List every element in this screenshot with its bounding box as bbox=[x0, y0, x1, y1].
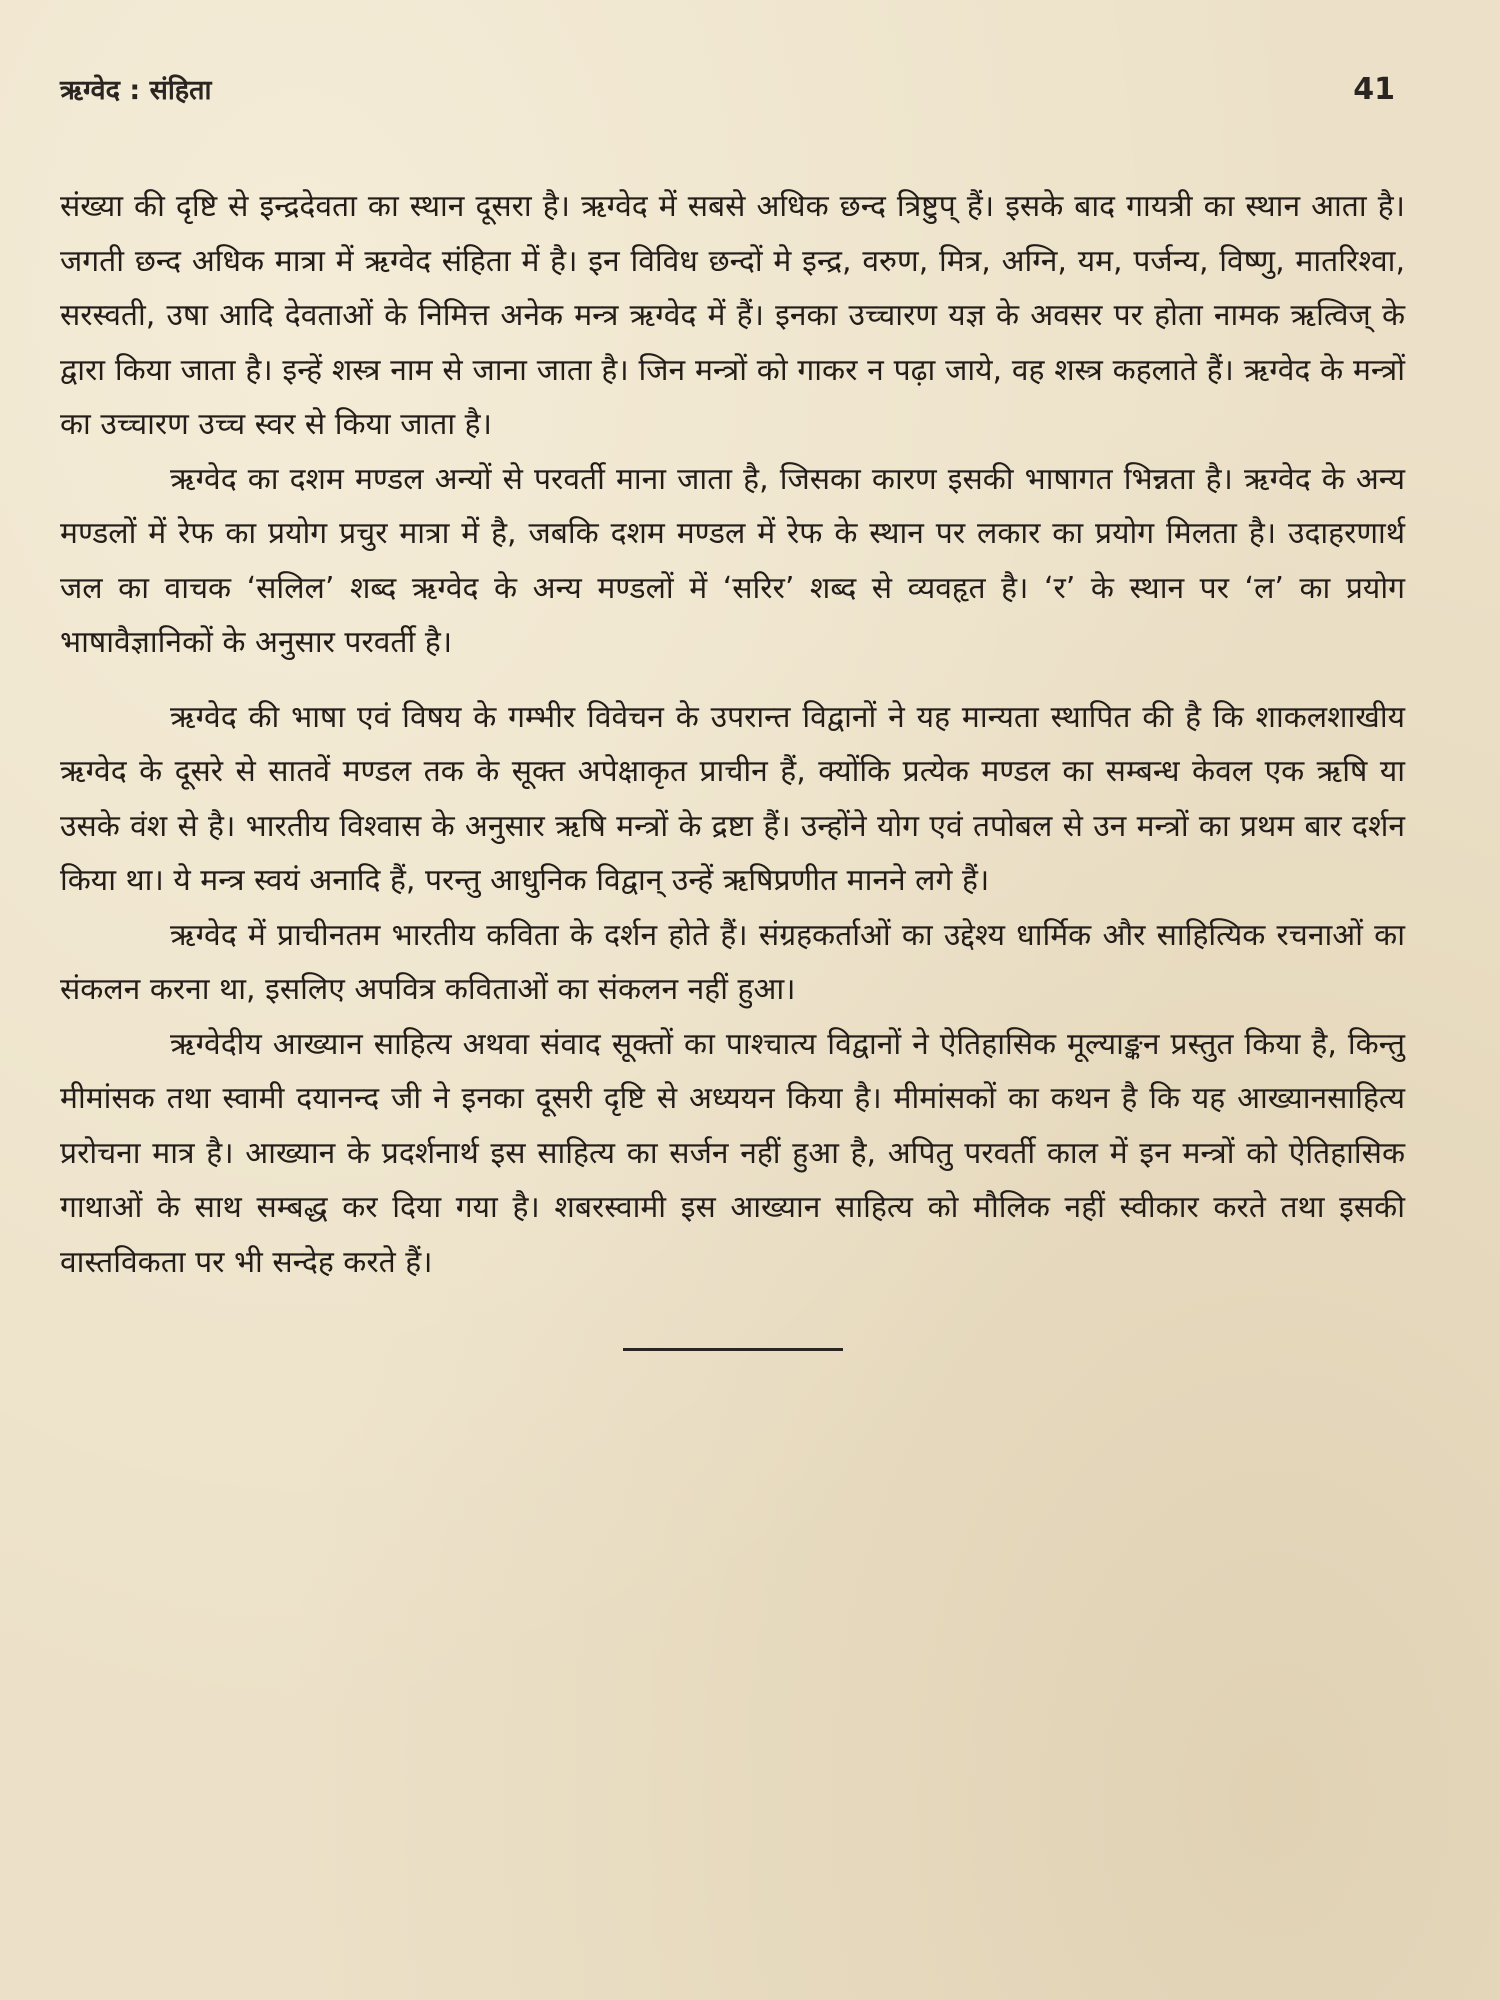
page-number: 41 bbox=[1353, 72, 1395, 107]
section-end-rule bbox=[623, 1348, 843, 1351]
paragraph-2: ऋग्वेद का दशम मण्डल अन्यों से परवर्ती माना जाता है, जिसका कारण इसकी भाषागत भिन्नता है। ऋग्वेद के अन्य मण्डलों में रेफ का प्रयोग प्रचुर मात्रा में है, जबकि दशम मण्डल में रेफ के स्थान पर लकार का प्रयोग मिलता है। उदाहरणार्थ जल का वाचक ‘सलिल’ शब्द ऋग्वेद के अन्य मण्डलों में ‘सरिर’ शब्द से व्यवहृत है। ‘र’ के स्थान पर ‘ल’ का प्रयोग भाषावैज्ञानिकों के अनुसार परवर्ती है। bbox=[60, 461, 1405, 660]
paragraph-4: ऋग्वेद में प्राचीनतम भारतीय कविता के दर्शन होते हैं। संग्रहकर्ताओं का उद्देश्य धार्मिक और साहित्यिक रचनाओं का संकलन करना था, इसलिए अपवित्र कविताओं का संकलन नहीं हुआ। bbox=[60, 917, 1405, 1007]
running-title: ऋग्वेद : संहिता bbox=[60, 75, 212, 106]
paragraph-1: संख्या की दृष्टि से इन्द्रदेवता का स्थान दूसरा है। ऋग्वेद में सबसे अधिक छन्द त्रिष्टुप् हैं। इसके बाद गायत्री का स्थान आता है। जगती छन्द अधिक मात्रा में ऋग्वेद संहिता में है। इन विविध छन्दों मे इन्द्र, वरुण, मित्र, अग्नि, यम, पर्जन्य, विष्णु, मातरिश्वा, सरस्वती, उषा आदि देवताओं के निमित्त अनेक मन्त्र ऋग्वेद में हैं। इनका उच्चारण यज्ञ के अवसर पर होता नामक ऋत्विज् के द्वारा किया जाता है। इन्हें शस्त्र नाम से जाना जाता है। जिन मन्त्रों को गाकर न पढ़ा जाये, वह शस्त्र कहलाते हैं। ऋग्वेद के मन्त्रों का उच्चारण उच्च स्वर से किया जाता है। bbox=[60, 189, 1405, 442]
running-header bbox=[60, 70, 1405, 120]
paragraph-3: ऋग्वेद की भाषा एवं विषय के गम्भीर विवेचन के उपरान्त विद्वानों ने यह मान्यता स्थापित की है कि शाकलशाखीय ऋग्वेद के दूसरे से सातवें मण्डल तक के सूक्त अपेक्षाकृत प्राचीन हैं, क्योंकि प्रत्येक मण्डल का सम्बन्ध केवल एक ऋषि या उसके वंश से है। भारतीय विश्वास के अनुसार ऋषि मन्त्रों के द्रष्टा हैं। उन्होंने योग एवं तपोबल से उन मन्त्रों का प्रथम बार दर्शन किया था। ये मन्त्र स्वयं अनादि हैं, परन्तु आधुनिक विद्वान् उन्हें ऋषिप्रणीत मानने लगे हैं। bbox=[60, 699, 1405, 898]
paragraph-5: ऋग्वेदीय आख्यान साहित्य अथवा संवाद सूक्तों का पाश्चात्य विद्वानों ने ऐतिहासिक मूल्याङ्कन प्रस्तुत किया है, किन्तु मीमांसक तथा स्वामी दयानन्द जी ने इनका दूसरी दृष्टि से अध्ययन किया है। मीमांसकों का कथन है कि यह आख्यानसाहित्य प्ररोचना मात्र है। आख्यान के प्रदर्शनार्थ इस साहित्य का सर्जन नहीं हुआ है, अपितु परवर्ती काल में इन मन्त्रों को ऐतिहासिक गाथाओं के साथ सम्बद्ध कर दिया गया है। शबरस्वामी इस आख्यान साहित्य को मौलिक नहीं स्वीकार करते तथा इसकी वास्तविकता पर भी सन्देह करते हैं। bbox=[60, 1026, 1405, 1280]
body-text bbox=[60, 180, 1405, 1290]
